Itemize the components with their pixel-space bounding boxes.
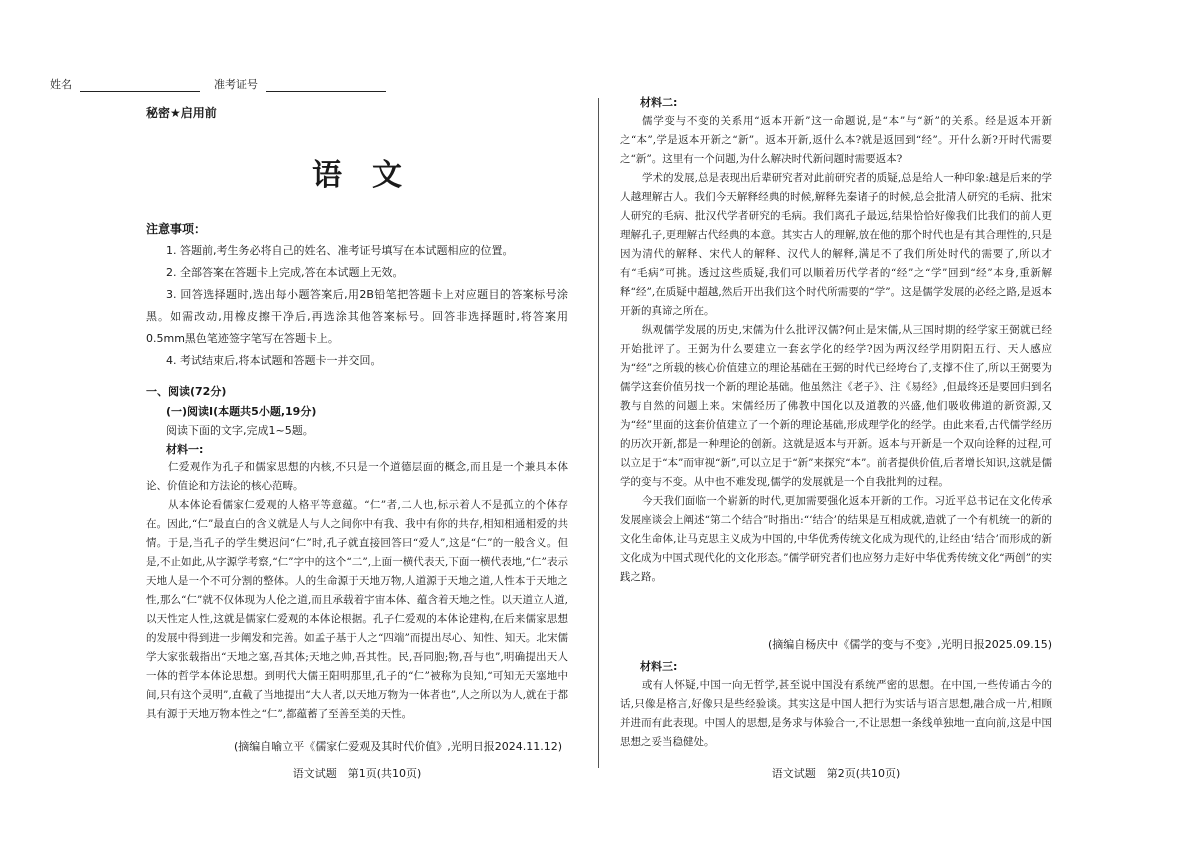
material-1-source: (摘编自喻立平《儒家仁爱观及其时代价值》,光明日报2024.11.12) (233, 740, 562, 753)
page-title: 语文 (312, 158, 432, 193)
notice-item: 4. 考试结束后,将本试题和答题卡一并交回。 (166, 354, 382, 367)
exam-number-label: 准考证号 (214, 78, 258, 91)
page-2 (620, 0, 1052, 855)
section-heading: 一、阅读(72分) (146, 385, 227, 398)
name-label: 姓名 (50, 78, 72, 91)
material-1-label: 材料一: (166, 443, 204, 456)
page-1 (146, 0, 568, 855)
secret-mark: 秘密★启用前 (146, 106, 217, 120)
page-2-footer: 语文试题 第2页(共10页) (771, 767, 901, 780)
notice-item: 3. 回答选择题时,选出每小题答案后,用2B铅笔把答题卡上对应题目的答案标号涂黑。如需改动,用橡皮擦干净后,再选涂其他答案标号。回答非选择题时,将答案用0.5mm黑色笔迹签字笔写在答题卡上。 (146, 288, 568, 345)
column-divider (598, 98, 599, 768)
material-2-label: 材料二: (640, 96, 678, 109)
paragraph: 从本体论看儒家仁爱观的人格平等意蕴。“仁”者,二人也,标示着人不是孤立的个体存在。因此,“仁”最直白的含义就是人与人之间你中有我、我中有你的共存,相知相通相爱的共情。于是,当孔子的学生樊迟问“仁”时,孔子就直接回答曰“爱人”,这是“仁”的一般含义。但是,不止如此,从字源学考察,“仁”字中的这个“二”,上面一横代表天,下面一横代表地,“仁”表示天地人是一个不可分割的整体。人的生命源于天地万物,人道源于天地之道,人性本于天地之性,那么“仁”就不仅体现为人伦之道,而且承载着宇宙本体、蕴含着天地之性。以天道立人道,以天性定人性,这就是儒家仁爱观的本体论根据。孔子仁爱观的本体论建构,在后来儒家思想的发展中得到进一步阐发和完善。如孟子基于人之“四端”而提出尽心、知性、知天。北宋儒学大家张载指出“天地之塞,吾其体;天地之帅,吾其性。民,吾同胞;物,吾与也”,明确提出天人一体的哲学本体论思想。到明代大儒王阳明那里,孔子的“仁”被称为良知,“可知无天塞地中间,只有这个灵明”,直截了当地提出“大人者,以天地万物为一体者也”,人之所以为人,就在于都具有源于天地万物本性之“仁”,都蕴蓄了至善至美的天性。 (146, 499, 568, 720)
material-2-text (620, 112, 1052, 587)
material-3-text (620, 676, 1052, 752)
notice-item: 1. 答题前,考生务必将自己的姓名、准考证号填写在本试题相应的位置。 (166, 244, 514, 257)
paragraph: 纵观儒学发展的历史,宋儒为什么批评汉儒?何止是宋儒,从三国时期的经学家王弼就已经开始批评了。王弼为什么要建立一套玄学化的经学?因为两汉经学用阴阳五行、天人感应为“经”之所载的核心价值建立的理论基础在王弼的时代已经垮台了,支撑不住了,所以王弼要为儒学这套价值另找一个新的理论基础。他虽然注《老子》、注《易经》,但最终还是要回归到名教与自然的问题上来。宋儒经历了佛教中国化以及道教的兴盛,他们吸收佛道的新资源,又为“经”里面的这套价值建立了一个新的理论基础,形成理学化的经学。由此来看,古代儒学经历的历次开新,都是一种理论的创新。这就是返本与开新。返本与开新是一个双向诠释的过程,可以立足于“本”而审视“新”,可以立足于“新”来探究“本”。前者提供价值,后者增长知识,这就是儒学的变与不变。从中也不难发现,儒学的发展就是一个自我批判的过程。 (620, 324, 1052, 488)
paragraph: 仁爱观作为孔子和儒家思想的内核,不只是一个道德层面的概念,而且是一个兼具本体论、价值论和方法论的核心范畴。 (146, 461, 568, 492)
paragraph: 或有人怀疑,中国一向无哲学,甚至说中国没有系统严密的思想。在中国,一些传诵古今的话,只像是格言,好像只是些经验谈。其实这是中国人把行为实话与语言思想,融合成一片,相顾并进而有此表现。中国人的思想,是务求与体验合一,不让思想一条线单独地一直向前,这是中国思想之妥当稳健处。 (620, 679, 1052, 748)
page-1-footer: 语文试题 第1页(共10页) (292, 767, 422, 780)
material-2-source: (摘编自杨庆中《儒学的变与不变》,光明日报2025.09.15) (767, 638, 1052, 651)
material-3-label: 材料三: (640, 660, 678, 673)
material-1-text (146, 458, 568, 724)
notice-heading: 注意事项： (146, 222, 207, 236)
paragraph: 今天我们面临一个崭新的时代,更加需要强化返本开新的工作。习近平总书记在文化传承发展座谈会上阐述“第二个结合”时指出:“‘结合’的结果是互相成就,造就了一个有机统一的新的文化生命体,让马克思主义成为中国的,中华优秀传统文化成为现代的,让经由‘结合’而形成的新文化成为中国式现代化的文化形态。”儒学研究者们也应努力走好中华优秀传统文化“两创”的实践之路。 (620, 495, 1052, 583)
notice-list (146, 240, 568, 372)
paragraph: 学术的发展,总是表现出后辈研究者对此前研究者的质疑,总是给人一种印象:越是后来的学人越理解古人。我们今天解释经典的时候,解释先秦诸子的时候,总会批清人研究的毛病、批宋人研究的毛病、批汉代学者研究的毛病。我们离孔子最远,结果恰恰好像我们比我们的前人更理解孔子,更理解古代经典的本意。其实古人的理解,放在他的那个时代也是有其合理性的,只是因为清代的解释、宋代人的解释、汉代人的解释,满足不了我们所处时代的需要了,所以才有“毛病”可挑。透过这些质疑,我们可以顺着历代学者的“经”之“学”回到“经”本身,重新解释“经”,在质疑中超越,然后开出我们这个时代所需要的“学”。这是儒学发展的必经之路,是返本开新的真谛之所在。 (620, 172, 1052, 317)
reading-instruction: 阅读下面的文字,完成1~5题。 (166, 424, 314, 437)
paragraph: 儒学变与不变的关系用“返本开新”这一命题说,是“本”与“新”的关系。经是返本开新之“本”,学是返本开新之“新”。返本开新,返什么本?就是返回到“经”。开什么新?开时代需要之“新”。这里有一个问题,为什么解决时代新问题时需要返本? (620, 115, 1052, 165)
notice-item: 2. 全部答案在答题卡上完成,答在本试题上无效。 (166, 266, 404, 279)
sub-section-heading: (一)阅读Ⅰ(本题共5小题,19分) (166, 405, 317, 418)
